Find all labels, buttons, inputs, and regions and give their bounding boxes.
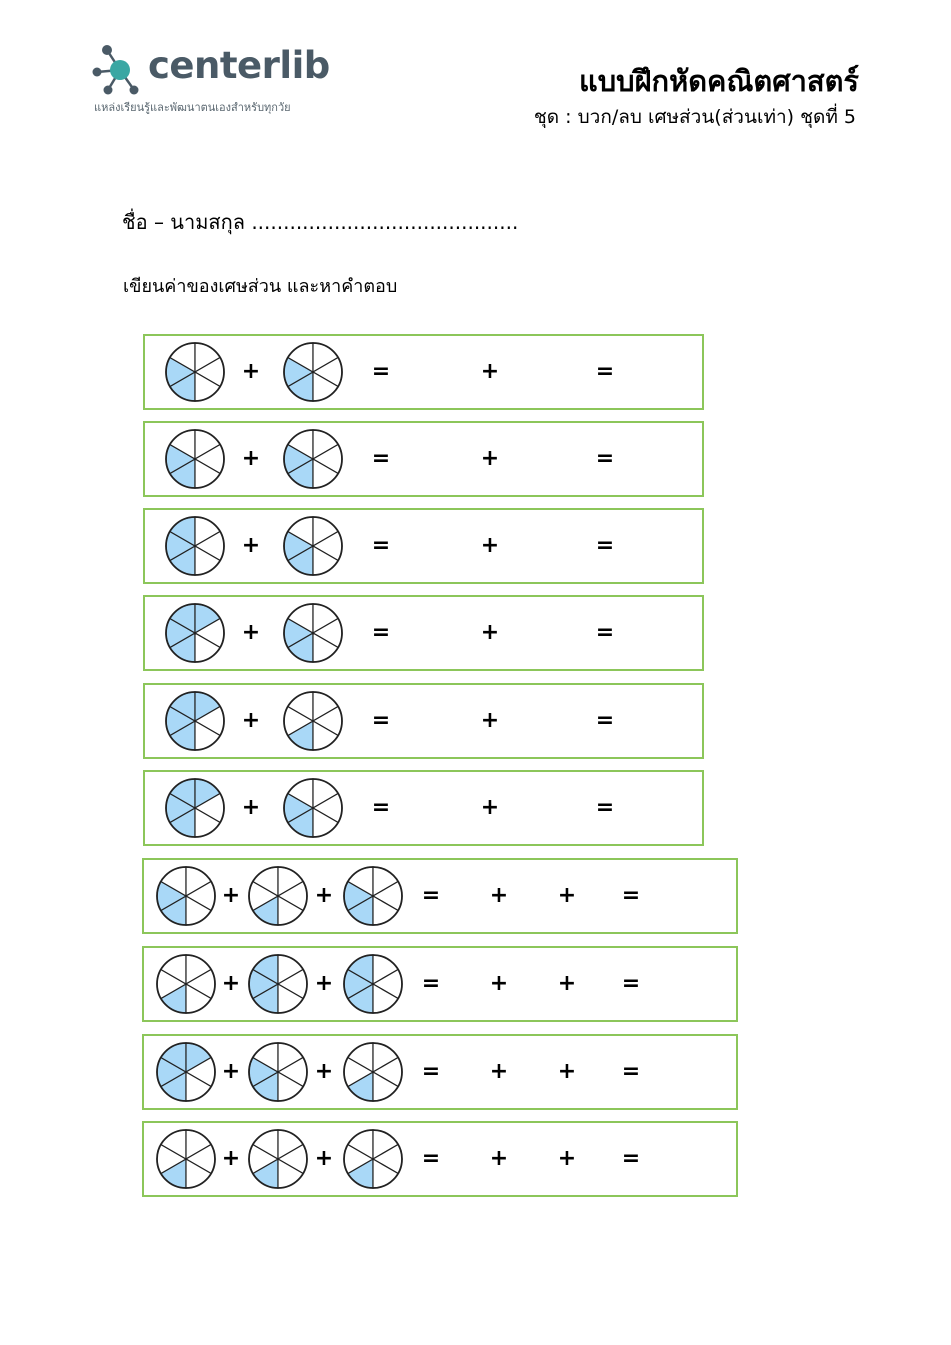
- pie-fraction-icon: [342, 1128, 404, 1190]
- plus-sign: +: [489, 1059, 509, 1084]
- pie-fraction-icon: [282, 515, 344, 577]
- plus-sign: +: [557, 1059, 577, 1084]
- pie-fraction-icon: [164, 515, 226, 577]
- equals-sign: =: [621, 1059, 641, 1084]
- pie-fraction-icon: [164, 428, 226, 490]
- plus-sign: +: [314, 971, 334, 996]
- plus-sign: +: [480, 446, 500, 471]
- pie-fraction-icon: [247, 865, 309, 927]
- plus-sign: +: [489, 883, 509, 908]
- plus-sign: +: [557, 883, 577, 908]
- pie-fraction-icon: [164, 690, 226, 752]
- pie-fraction-icon: [282, 341, 344, 403]
- pie-fraction-icon: [282, 602, 344, 664]
- pie-fraction-icon: [164, 341, 226, 403]
- pie-fraction-icon: [247, 1128, 309, 1190]
- page-title: แบบฝึกหัดคณิตศาสตร์: [579, 64, 859, 98]
- plus-sign: +: [241, 359, 261, 384]
- equals-sign: =: [595, 795, 615, 820]
- plus-sign: +: [241, 708, 261, 733]
- pie-fraction-icon: [342, 1041, 404, 1103]
- name-line: ชื่อ – นามสกุล ..........................................: [122, 210, 519, 234]
- plus-sign: +: [314, 883, 334, 908]
- logo-text: centerlib: [148, 44, 330, 87]
- plus-sign: +: [221, 883, 241, 908]
- plus-sign: +: [314, 1059, 334, 1084]
- problem-row: [143, 508, 704, 584]
- problem-row: [143, 334, 704, 410]
- equals-sign: =: [595, 446, 615, 471]
- equals-sign: =: [595, 620, 615, 645]
- equals-sign: =: [421, 971, 441, 996]
- equals-sign: =: [371, 533, 391, 558]
- plus-sign: +: [241, 533, 261, 558]
- equals-sign: =: [371, 446, 391, 471]
- pie-fraction-icon: [164, 777, 226, 839]
- equals-sign: =: [371, 708, 391, 733]
- equals-sign: =: [371, 795, 391, 820]
- equals-sign: =: [621, 883, 641, 908]
- logo-tagline: แหล่งเรียนรู้และพัฒนาตนเองสำหรับทุกวัย: [94, 101, 291, 114]
- pie-fraction-icon: [155, 865, 217, 927]
- equals-sign: =: [621, 1146, 641, 1171]
- plus-sign: +: [221, 971, 241, 996]
- plus-sign: +: [221, 1146, 241, 1171]
- equals-sign: =: [371, 620, 391, 645]
- plus-sign: +: [480, 708, 500, 733]
- problem-row: [143, 683, 704, 759]
- pie-fraction-icon: [155, 1128, 217, 1190]
- pie-fraction-icon: [247, 1041, 309, 1103]
- equals-sign: =: [421, 1059, 441, 1084]
- pie-fraction-icon: [282, 777, 344, 839]
- equals-sign: =: [595, 708, 615, 733]
- instruction-text: เขียนค่าของเศษส่วน และหาคำตอบ: [123, 276, 398, 297]
- problem-row: [143, 770, 704, 846]
- problem-row: [143, 595, 704, 671]
- equals-sign: =: [621, 971, 641, 996]
- pie-fraction-icon: [282, 428, 344, 490]
- pie-fraction-icon: [155, 1041, 217, 1103]
- plus-sign: +: [557, 1146, 577, 1171]
- problem-row: [143, 421, 704, 497]
- pie-fraction-icon: [342, 865, 404, 927]
- plus-sign: +: [241, 620, 261, 645]
- equals-sign: =: [421, 1146, 441, 1171]
- plus-sign: +: [241, 446, 261, 471]
- plus-sign: +: [480, 359, 500, 384]
- plus-sign: +: [221, 1059, 241, 1084]
- pie-fraction-icon: [342, 953, 404, 1015]
- plus-sign: +: [557, 971, 577, 996]
- plus-sign: +: [241, 795, 261, 820]
- plus-sign: +: [489, 1146, 509, 1171]
- equals-sign: =: [421, 883, 441, 908]
- pie-fraction-icon: [164, 602, 226, 664]
- plus-sign: +: [480, 620, 500, 645]
- plus-sign: +: [480, 533, 500, 558]
- pie-fraction-icon: [282, 690, 344, 752]
- equals-sign: =: [595, 359, 615, 384]
- plus-sign: +: [314, 1146, 334, 1171]
- plus-sign: +: [480, 795, 500, 820]
- page-subtitle: ชุด : บวก/ลบ เศษส่วน(ส่วนเท่า) ชุดที่ 5: [533, 106, 856, 128]
- plus-sign: +: [489, 971, 509, 996]
- pie-fraction-icon: [247, 953, 309, 1015]
- equals-sign: =: [595, 533, 615, 558]
- equals-sign: =: [371, 359, 391, 384]
- pie-fraction-icon: [155, 953, 217, 1015]
